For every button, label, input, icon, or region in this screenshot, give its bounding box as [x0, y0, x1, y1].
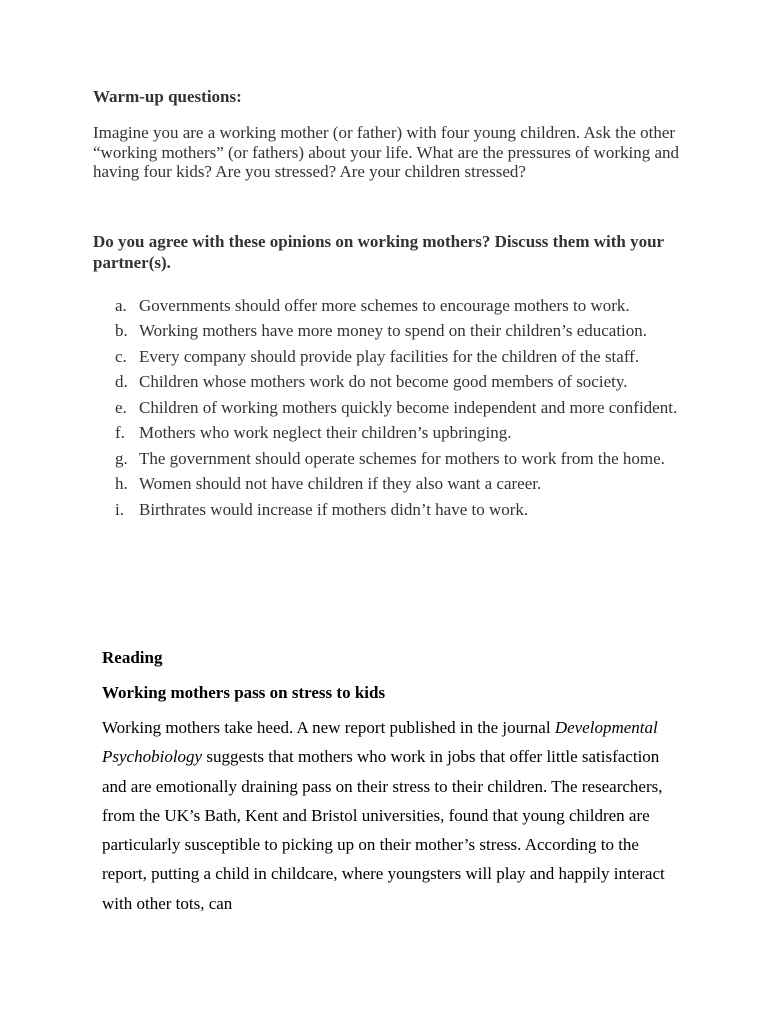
reading-heading: Reading — [102, 648, 163, 667]
article-body-start: Working mothers take heed. A new report published in the journal — [102, 718, 555, 737]
article-body — [102, 713, 682, 918]
opinions-heading: Do you agree with these opinions on working mothers? Discuss them with your partner(s). — [93, 231, 664, 272]
list-item — [93, 293, 693, 319]
list-item — [93, 344, 693, 370]
list-item — [93, 471, 693, 497]
list-item-text: Children of working mothers quickly become independent and more confident. — [139, 397, 678, 417]
list-item-text: Every company should provide play facilities for the children of the staff. — [139, 346, 640, 366]
list-item-text: Women should not have children if they also want a career. — [139, 474, 542, 493]
warmup-paragraph: Imagine you are a working mother (or father) with four young children. Ask the other “working mothers” (or fathers) about your life. What are the pressures of working and having four kids? Are you stressed? Are your children stressed? — [93, 123, 679, 181]
opinions-list — [93, 293, 693, 523]
list-item-letter: f. — [115, 423, 125, 442]
list-item-text: Children whose mothers work do not become good members of society. — [139, 372, 628, 391]
list-item — [93, 497, 693, 523]
article-title: Working mothers pass on stress to kids — [102, 683, 386, 702]
list-item — [93, 395, 693, 421]
article-body-rest: suggests that mothers who work in jobs that offer little satisfaction and are emotionally draining pass on their stress to their children. The researchers, from the UK’s Bath, Kent and Bristol universities, found that young children are particularly susceptible to picking up on their mother’s stress. According to the report, putting a child in childcare, where youngsters will play and happily interact with other tots, can — [102, 747, 665, 913]
list-item-text: Birthrates would increase if mothers didn’t have to work. — [139, 499, 529, 519]
list-item-letter: a. — [115, 295, 127, 315]
list-item — [93, 446, 693, 472]
reading-section — [102, 646, 682, 918]
list-item-text: Working mothers have more money to spend on their children’s education. — [139, 321, 648, 340]
list-item — [93, 318, 693, 344]
list-item-letter: h. — [115, 474, 128, 493]
list-item-letter: c. — [115, 346, 127, 366]
list-item-letter: i. — [115, 499, 124, 519]
list-item-letter: b. — [115, 321, 128, 340]
list-item — [93, 420, 693, 446]
list-item-letter: e. — [115, 397, 127, 417]
worksheet-section — [93, 87, 693, 522]
warmup-heading: Warm-up questions: — [93, 87, 242, 106]
list-item-letter: d. — [115, 372, 128, 391]
journal-name: Developmental Psychobiology — [102, 718, 658, 767]
list-item-text: The government should operate schemes for mothers to work from the home. — [139, 448, 665, 468]
list-item-text: Mothers who work neglect their children’s upbringing. — [139, 423, 512, 442]
list-item-letter: g. — [115, 448, 128, 468]
list-item-text: Governments should offer more schemes to encourage mothers to work. — [139, 295, 630, 315]
list-item — [93, 369, 693, 395]
